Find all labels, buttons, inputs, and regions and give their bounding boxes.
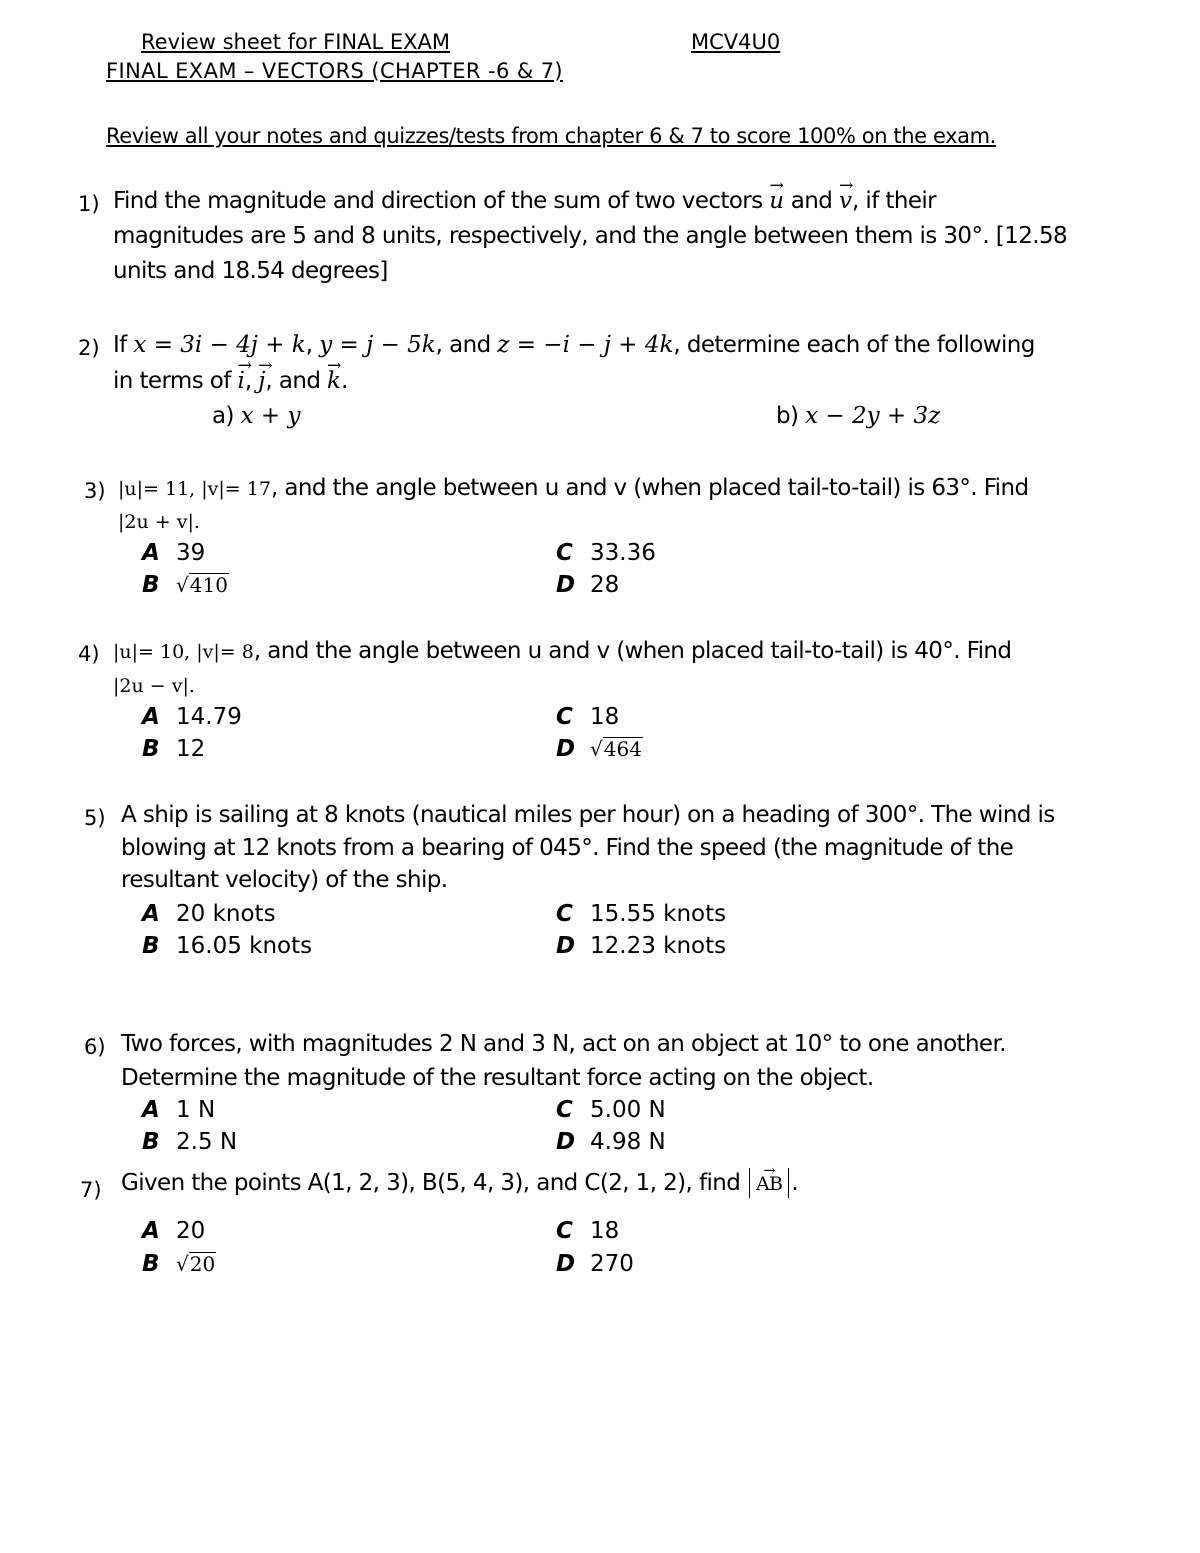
- q7-option-a[interactable]: A 20: [142, 1218, 206, 1244]
- q4-option-d[interactable]: D √464: [556, 736, 642, 762]
- question-number: 5): [84, 806, 106, 830]
- q6-line-2: Determine the magnitude of the resultant force acting on the object.: [121, 1065, 874, 1091]
- q5-line-2: blowing at 12 knots from a bearing of 045°. Find the speed (the magnitude of the: [121, 835, 1014, 861]
- q6-option-a[interactable]: A 1 N: [142, 1097, 216, 1123]
- q7-option-b[interactable]: B √20: [142, 1251, 216, 1277]
- q3-option-c[interactable]: C 33.36: [556, 540, 656, 566]
- vector-u: → u: [769, 188, 784, 214]
- q3-option-b[interactable]: B √410: [142, 572, 228, 598]
- question-number: 6): [84, 1035, 106, 1059]
- q5-line-3: resultant velocity) of the ship.: [121, 867, 448, 893]
- sheet-title: Review sheet for FINAL EXAM: [141, 30, 451, 54]
- q6-option-d[interactable]: D 4.98 N: [556, 1129, 666, 1155]
- q5-option-a[interactable]: A 20 knots: [142, 901, 276, 927]
- q5-option-d[interactable]: D 12.23 knots: [556, 933, 727, 959]
- q2-part-b: b) x − 2y + 3z: [776, 403, 941, 429]
- review-instruction: Review all your notes and quizzes/tests from chapter 6 & 7 to score 100% on the exam.: [106, 124, 996, 148]
- q1-line-2: magnitudes are 5 and 8 units, respectively, and the angle between them is 30°. [12.58: [113, 223, 1068, 249]
- q6-line-1: Two forces, with magnitudes 2 N and 3 N, act on an object at 10° to one another.: [121, 1031, 1006, 1057]
- q2-line-2: in terms of → i, → j, and → k.: [113, 368, 348, 394]
- q7-line-1: Given the points A(1, 2, 3), B(5, 4, 3), and C(2, 1, 2), find → AB .: [121, 1168, 798, 1198]
- equation-z: z = −i − j + 4k: [497, 332, 674, 358]
- equation-y: y = j − 5k: [319, 332, 436, 358]
- exam-subtitle: FINAL EXAM – VECTORS (CHAPTER -6 & 7): [106, 59, 564, 83]
- question-number: 3): [84, 479, 106, 503]
- q3-option-a[interactable]: A 39: [142, 540, 206, 566]
- q3-option-d[interactable]: D 28: [556, 572, 620, 598]
- q4-line-1: |u|= 10, |v|= 8, and the angle between u and v (when placed tail-to-tail) is 40°. Find: [113, 638, 1012, 664]
- q2-part-a: a) x + y: [212, 403, 301, 429]
- q5-option-b[interactable]: B 16.05 knots: [142, 933, 313, 959]
- q4-line-2: |2u − v|.: [113, 675, 195, 697]
- q3-line-1: |u|= 11, |v|= 17, and the angle between u and v (when placed tail-to-tail) is 63°. Find: [118, 475, 1029, 501]
- vector-v: → v: [839, 188, 852, 214]
- question-number: 1): [78, 192, 100, 216]
- q7-option-d[interactable]: D 270: [556, 1251, 634, 1277]
- question-number: 7): [80, 1178, 102, 1202]
- q3-line-2: |2u + v|.: [118, 511, 200, 533]
- q7-option-c[interactable]: C 18: [556, 1218, 620, 1244]
- q4-option-b[interactable]: B 12: [142, 736, 206, 762]
- q5-line-1: A ship is sailing at 8 knots (nautical miles per hour) on a heading of 300°. The wind is: [121, 802, 1055, 828]
- q4-option-c[interactable]: C 18: [556, 704, 620, 730]
- q5-option-c[interactable]: C 15.55 knots: [556, 901, 727, 927]
- q4-option-a[interactable]: A 14.79: [142, 704, 242, 730]
- vector-ab: → AB: [756, 1173, 782, 1195]
- question-number: 2): [78, 336, 100, 360]
- q6-option-b[interactable]: B 2.5 N: [142, 1129, 238, 1155]
- q6-option-c[interactable]: C 5.00 N: [556, 1097, 666, 1123]
- course-code: MCV4U0: [691, 30, 781, 54]
- equation-x: x = 3i − 4j + k: [133, 332, 306, 358]
- q1-line-3: units and 18.54 degrees]: [113, 258, 388, 284]
- q2-line-1: If x = 3i − 4j + k, y = j − 5k, and z = −i − j + 4k, determine each of the following: [113, 332, 1035, 358]
- question-number: 4): [78, 642, 100, 666]
- q1-line-1: Find the magnitude and direction of the sum of two vectors → u and → v, if their: [113, 188, 936, 214]
